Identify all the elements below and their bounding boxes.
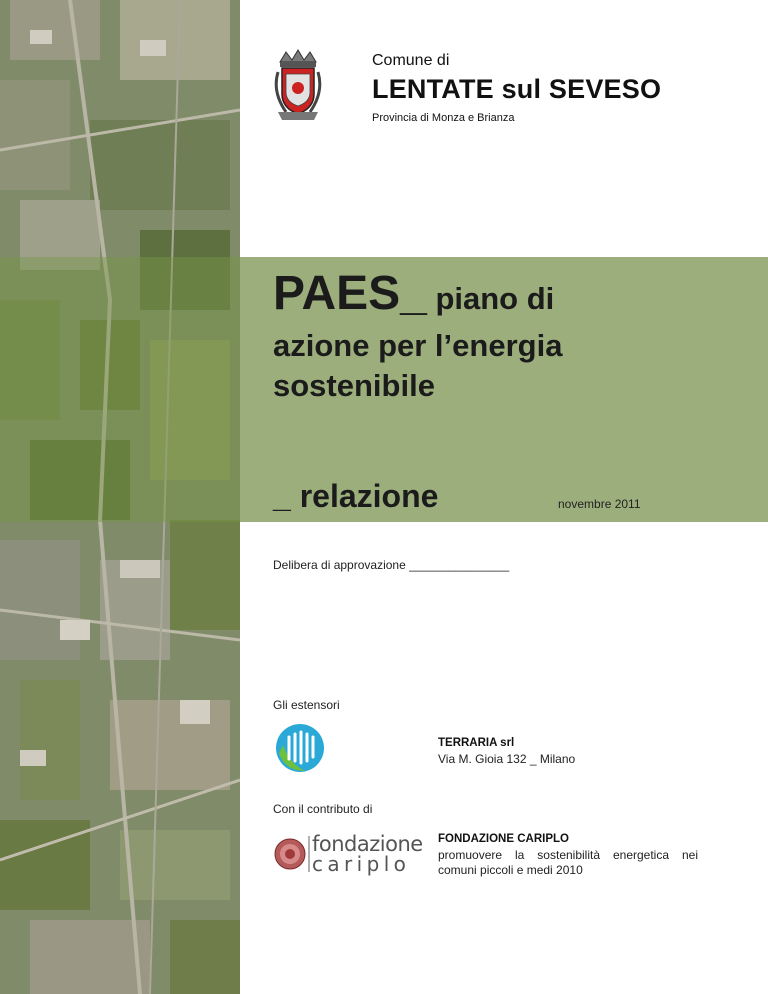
cariplo-name: FONDAZIONE CARIPLO [438, 833, 569, 845]
title-main [273, 266, 554, 321]
terraria-address: Via M. Gioia 132 _ Milano [438, 752, 576, 766]
delibera-label: Delibera di approvazione _______________ [273, 558, 510, 572]
title-subtitle: azione per l’energia sostenibile [273, 328, 563, 403]
cariplo-wordmark-bottom: cariplo [312, 852, 411, 876]
municipal-crest-icon [272, 48, 324, 124]
terraria-logo-icon [275, 723, 325, 773]
contributo-label: Con il contributo di [273, 802, 373, 816]
title-main-acronym: PAES_ [273, 267, 427, 320]
cariplo-wordmark [312, 834, 423, 874]
cariplo-description: promuovere la sostenibilità energetica nei comuni piccoli e medi 2010 [438, 848, 698, 877]
title-main-suffix: piano di [426, 281, 555, 316]
section-title: _ relazione [273, 478, 439, 514]
comune-name: LENTATE sul SEVESO [372, 74, 662, 104]
document-date: novembre 2011 [558, 497, 641, 511]
provincia-label: Provincia di Monza e Brianza [372, 112, 515, 124]
band-overlay [0, 257, 240, 522]
estensori-label: Gli estensori [273, 698, 340, 712]
cariplo-wordmark-top: fondazione [312, 832, 423, 856]
comune-label: Comune di [372, 52, 450, 69]
terraria-name: TERRARIA srl [438, 737, 515, 749]
